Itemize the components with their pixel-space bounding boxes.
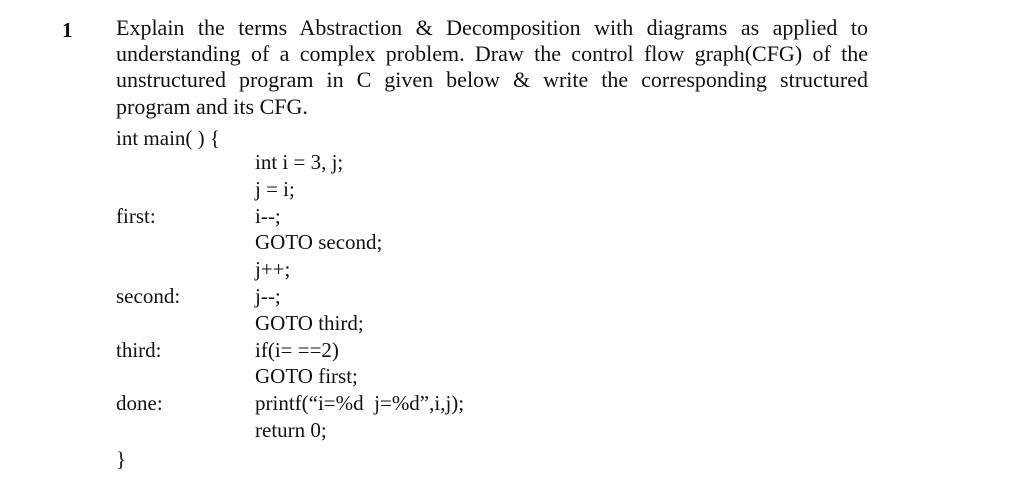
question-line: understanding of a complex problem. Draw the control flow graph(CFG) of the: [116, 41, 868, 66]
code-line: printf(“i=%d j=%d”,i,j);: [255, 391, 465, 415]
code-line: int i = 3, j;: [255, 150, 344, 174]
question-line: Explain the terms Abstraction & Decomposition with diagrams as applied to: [116, 15, 868, 40]
question-line: program and its CFG.: [116, 94, 308, 119]
code-line: GOTO third;: [255, 311, 364, 335]
label-second: second:: [116, 284, 181, 308]
question-line: unstructured program in C given below & write the corresponding structured: [116, 67, 868, 92]
label-first: first:: [116, 204, 156, 228]
code-line: if(i= ==2): [255, 338, 339, 362]
code-closing-brace: }: [116, 447, 127, 471]
code-line: i--;: [255, 204, 281, 228]
code-line: GOTO second;: [255, 230, 383, 254]
label-third: third:: [116, 338, 162, 362]
code-line: j = i;: [255, 177, 295, 201]
code-line: j--;: [255, 284, 281, 308]
code-line: j++;: [255, 257, 291, 281]
code-header: int main( ) {: [116, 126, 220, 150]
code-line: return 0;: [255, 418, 327, 442]
label-done: done:: [116, 391, 163, 415]
question-number: 1: [62, 18, 73, 42]
code-line: GOTO first;: [255, 364, 358, 388]
